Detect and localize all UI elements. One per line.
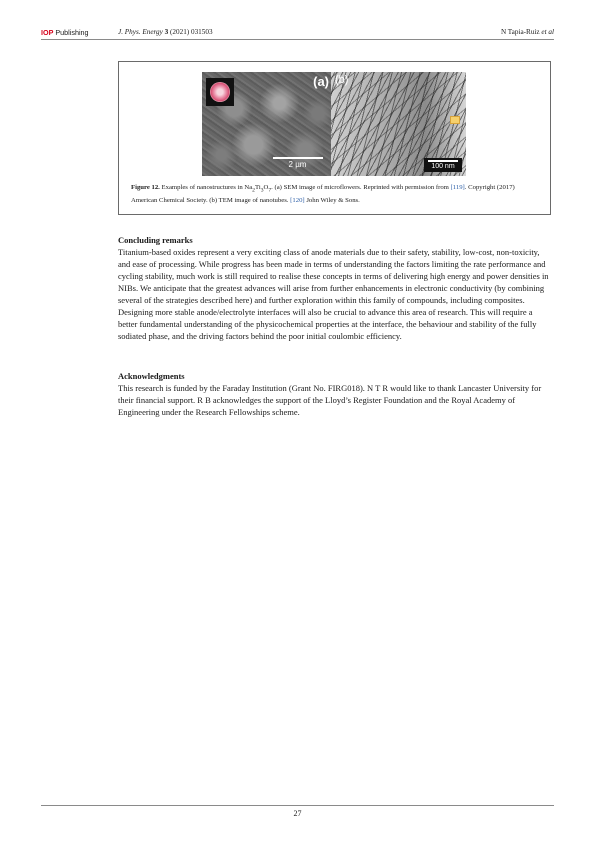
publisher-logo bbox=[41, 28, 89, 37]
running-author bbox=[501, 28, 554, 36]
caption-text: . Copyright (2017) American Chemical Society. (b) TEM image of nanotubes. bbox=[131, 184, 515, 204]
acknowledgments-section bbox=[118, 370, 551, 418]
flower-inset-photo bbox=[206, 78, 234, 106]
header-divider bbox=[41, 39, 554, 40]
caption-subscript: 3 bbox=[260, 187, 264, 194]
publisher-suffix: Publishing bbox=[53, 28, 89, 37]
concluding-remarks-body: Titanium-based oxides represent a very exciting class of anode materials due to their safety, stability, low-cost, non-toxicity, and ease of processing. While progress has been made in terms of understanding the factors limiting the rate performance and cycling stability, much work is still required to realise these concepts in terms of delivering high energy and power densities in NIBs. We anticipate that the greatest advances will arise from further enhancements in electronic conductivity (by combining several of the strategies described here) and further exploration within this family of compounds, including composites. Designing more stable anode/electrolyte interfaces will also be crucial to advance this area of research. This will require a better fundamental understanding of the physicochemical properties at the interface, the behaviour and stability of the fully sodiated phase, and the driving factors behind the poor initial coulombic efficiency. bbox=[118, 247, 549, 341]
author-name: N Tapia-Ruiz bbox=[500, 28, 542, 36]
panel-b-label: (b) bbox=[335, 74, 349, 86]
journal-citation bbox=[118, 28, 213, 36]
caption-text: . (a) SEM image of microflowers. Reprinted with permission from bbox=[271, 184, 451, 191]
acknowledgments-heading: Acknowledgments bbox=[118, 371, 185, 381]
figure-12 bbox=[118, 61, 551, 215]
acknowledgments-body: This research is funded by the Faraday Institution (Grant No. FIRG018). N T R would like to thank Lancaster University for their financial support. R B acknowledges the support of the Lloyd’s Register Foundation and the Royal Academy of Engineering under the Research Fellowships scheme. bbox=[118, 383, 542, 417]
caption-subscript: 2 bbox=[252, 187, 255, 194]
journal-name: J. Phys. Energy bbox=[118, 28, 163, 36]
caption-subscript: 7 bbox=[268, 187, 272, 194]
figure-caption bbox=[131, 183, 541, 205]
concluding-remarks-heading: Concluding remarks bbox=[118, 235, 193, 245]
scale-bar-a-text: 2 µm bbox=[288, 160, 307, 169]
concluding-remarks-section bbox=[118, 234, 551, 342]
page-number: 27 bbox=[293, 809, 302, 818]
image-marker bbox=[450, 116, 460, 124]
caption-text: Examples of nanostructures in Na bbox=[159, 184, 253, 191]
caption-text: O bbox=[263, 184, 269, 191]
journal-volume: 3 bbox=[164, 28, 169, 36]
journal-year-article: (2021) 031503 bbox=[168, 28, 213, 36]
figure-label: Figure 12. bbox=[131, 184, 160, 191]
panel-a-label: (a) bbox=[313, 74, 329, 89]
tem-image-nanotubes bbox=[331, 72, 466, 176]
scale-bar-b bbox=[424, 158, 462, 172]
author-etal: et al bbox=[541, 28, 554, 36]
citation-link-120[interactable]: [120] bbox=[290, 196, 305, 204]
publisher-brand: IOP bbox=[41, 28, 54, 37]
sem-image-microflowers bbox=[202, 72, 331, 176]
scale-bar-b-text: 100 nm bbox=[431, 163, 455, 170]
caption-text: John Wiley & Sons. bbox=[304, 196, 360, 204]
caption-text: Ti bbox=[254, 184, 261, 191]
citation-link-119[interactable]: [119] bbox=[450, 184, 465, 191]
footer-divider bbox=[41, 805, 554, 806]
figure-images bbox=[202, 72, 466, 176]
scale-bar-a bbox=[270, 157, 325, 169]
